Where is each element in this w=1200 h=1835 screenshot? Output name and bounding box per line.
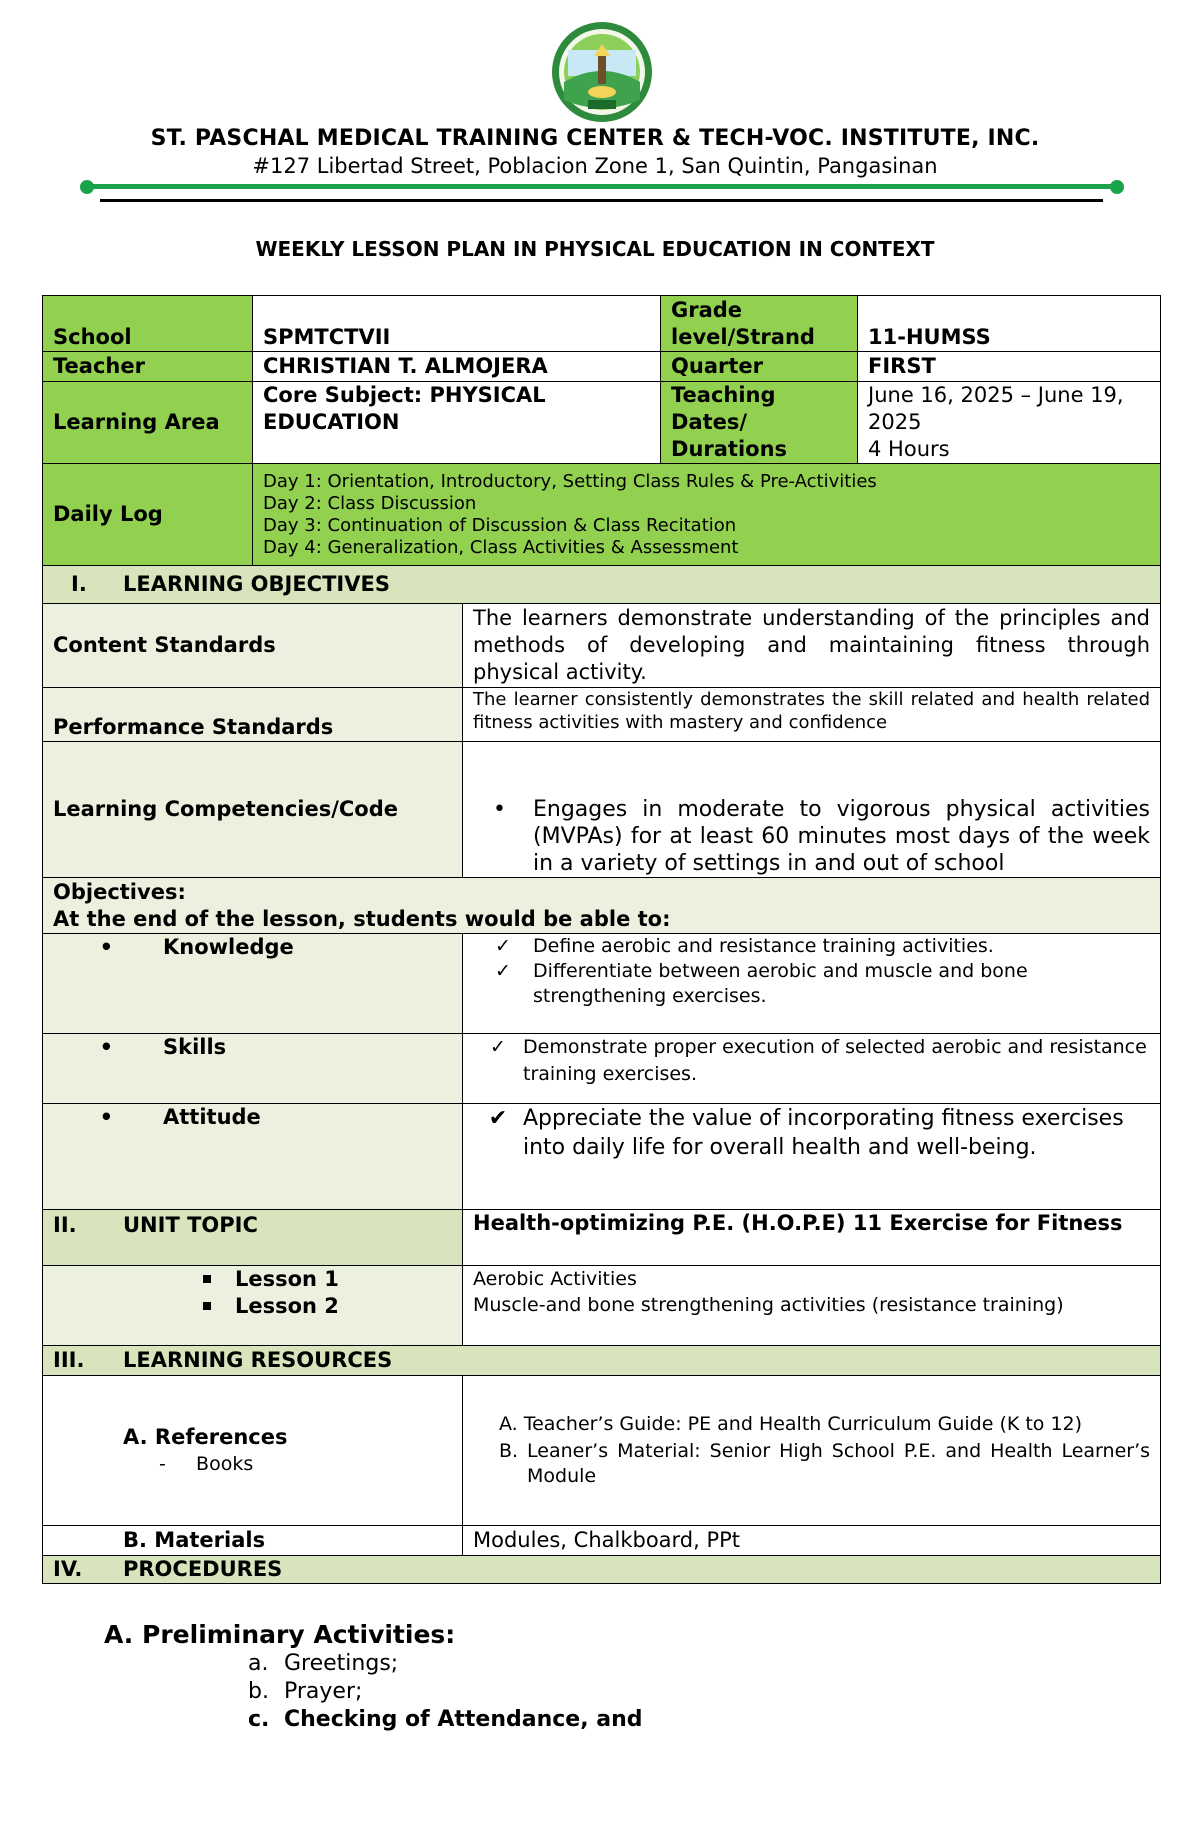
knowledge-item-2: Differentiate between aerobic and muscle and bone strengthening exercises. xyxy=(533,960,1028,1007)
institution-name: ST. PASCHAL MEDICAL TRAINING CENTER & TECH-VOC. INSTITUTE, INC. xyxy=(150,126,1040,151)
rule-dot-right xyxy=(1110,180,1124,194)
school-seal-logo xyxy=(550,20,654,124)
school-value: SPMTCTVII xyxy=(253,296,661,352)
books-label: - Books xyxy=(159,1452,254,1475)
content-standards-label: Content Standards xyxy=(43,604,463,688)
header-rule-black xyxy=(100,199,1103,202)
daily-log-row xyxy=(43,464,1161,566)
lesson-2-value: Muscle-and bone strengthening activities (resistance training) xyxy=(473,1294,1064,1316)
check-icon: ✔ xyxy=(488,1106,508,1131)
quarter-value: FIRST xyxy=(858,352,1161,382)
performance-standards-text: The learner consistently demonstrates the skill related and health related fitness activities with mastery and confidence xyxy=(463,688,1161,742)
section-2-title: UNIT TOPIC xyxy=(123,1213,258,1237)
performance-standards-row xyxy=(43,688,1161,742)
procedure-text-c: Checking of Attendance, and xyxy=(284,1707,643,1732)
daily-log-label: Daily Log xyxy=(43,464,253,566)
performance-standards-label: Performance Standards xyxy=(43,688,463,742)
competencies-label: Learning Competencies/Code xyxy=(43,742,463,878)
section-1-title: LEARNING OBJECTIVES xyxy=(123,572,390,596)
reference-a: A. Teacher’s Guide: PE and Health Curriculum Guide (K to 12) xyxy=(499,1413,1083,1435)
quarter-label: Quarter xyxy=(661,352,858,382)
section-learning-objectives xyxy=(43,566,1161,604)
materials-row xyxy=(43,1526,1161,1556)
skills-item: Demonstrate proper execution of selected aerobic and resistance training exercises. xyxy=(523,1036,1147,1085)
attitude-bullet-icon: • xyxy=(99,1105,113,1129)
skills-label: Skills xyxy=(163,1035,227,1059)
knowledge-bullet-icon: • xyxy=(99,935,113,959)
dates-value: June 16, 2025 – June 19, 2025 xyxy=(868,383,1124,434)
knowledge-label: Knowledge xyxy=(163,935,294,959)
grade-label: Grade level/Strand xyxy=(661,296,858,352)
grade-value: 11-HUMSS xyxy=(858,296,1161,352)
section-learning-resources xyxy=(43,1346,1161,1376)
check-icon: ✓ xyxy=(495,960,511,982)
daily-log-day2: Day 2: Class Discussion xyxy=(263,492,477,514)
learning-area-row xyxy=(43,382,1161,464)
procedure-text-b: Prayer; xyxy=(284,1679,363,1704)
procedure-item xyxy=(248,1706,643,1734)
lesson-1-value: Aerobic Activities xyxy=(473,1268,637,1290)
competencies-text: Engages in moderate to vigorous physical activities (MVPAs) for at least 60 minutes most days of the week in a variety of settings in and out of school xyxy=(533,797,1151,876)
objectives-intro: At the end of the lesson, students would be able to: xyxy=(53,906,671,931)
knowledge-item-1: Define aerobic and resistance training activities. xyxy=(533,935,994,957)
lesson-1-label: Lesson 1 xyxy=(235,1267,339,1291)
square-bullet-icon xyxy=(203,1302,211,1310)
square-bullet-icon xyxy=(203,1275,211,1283)
lessons-row xyxy=(43,1266,1161,1346)
teacher-value: CHRISTIAN T. ALMOJERA xyxy=(253,352,661,382)
materials-value: Modules, Chalkboard, PPt xyxy=(463,1526,1161,1556)
section-3-title: LEARNING RESOURCES xyxy=(123,1348,393,1372)
document-title: WEEKLY LESSON PLAN IN PHYSICAL EDUCATION IN CONTEXT xyxy=(255,237,935,261)
content-standards-row xyxy=(43,604,1161,688)
section-2-number: II. xyxy=(53,1213,77,1237)
section-unit-topic xyxy=(43,1210,1161,1266)
competencies-row xyxy=(43,742,1161,878)
knowledge-row xyxy=(43,934,1161,1034)
check-icon: ✓ xyxy=(495,935,511,957)
unit-topic-title: Health-optimizing P.E. (H.O.P.E) 11 Exercise for Fitness xyxy=(463,1210,1161,1266)
daily-log-day3: Day 3: Continuation of Discussion & Class Recitation xyxy=(263,514,737,536)
teacher-row xyxy=(43,352,1161,382)
dates-cell xyxy=(858,382,1161,464)
competency-bullet-icon: • xyxy=(493,797,506,822)
teacher-label: Teacher xyxy=(43,352,253,382)
header-rule-green xyxy=(86,184,1118,189)
section-3-number: III. xyxy=(53,1348,85,1372)
procedure-letter-b: b. xyxy=(248,1679,269,1704)
daily-log-list xyxy=(253,464,1161,566)
school-label: School xyxy=(43,296,253,352)
learning-area-label: Learning Area xyxy=(43,382,253,464)
check-icon: ✓ xyxy=(490,1036,506,1058)
objectives-heading: Objectives: xyxy=(53,879,186,904)
content-standards-text: The learners demonstrate understanding of the principles and methods of developing and maintaining fitness through physical activity. xyxy=(463,604,1161,688)
institution-address: #127 Libertad Street, Poblacion Zone 1, San Quintin, Pangasinan xyxy=(252,154,938,178)
procedure-letter-a: a. xyxy=(248,1651,269,1676)
section-procedures xyxy=(43,1556,1161,1584)
school-row xyxy=(43,296,1161,352)
dates-label: Teaching Dates/ Durations xyxy=(661,382,858,464)
objectives-heading-row xyxy=(43,878,1161,934)
materials-label: B. Materials xyxy=(43,1526,463,1556)
attitude-label: Attitude xyxy=(163,1105,261,1129)
procedure-item xyxy=(248,1650,643,1678)
procedure-letter-c: c. xyxy=(248,1707,270,1732)
preliminary-activities-list xyxy=(248,1650,643,1734)
references-row xyxy=(43,1376,1161,1526)
skills-bullet-icon: • xyxy=(99,1035,113,1059)
daily-log-day1: Day 1: Orientation, Introductory, Setting Class Rules & Pre-Activities xyxy=(263,470,877,492)
section-4-number: IV. xyxy=(53,1557,83,1581)
learning-area-value: Core Subject: PHYSICAL EDUCATION xyxy=(253,382,661,464)
lesson-plan-table xyxy=(42,295,1161,1584)
reference-b: B. Leaner’s Material: Senior High School P.E. and Health Learner’s Module xyxy=(499,1440,1151,1487)
attitude-row xyxy=(43,1104,1161,1210)
procedure-item xyxy=(248,1678,643,1706)
section-1-number: I. xyxy=(71,572,87,596)
lesson-2-label: Lesson 2 xyxy=(235,1294,339,1318)
attitude-item: Appreciate the value of incorporating fitness exercises into daily life for overall health and well-being. xyxy=(523,1106,1124,1160)
procedure-text-a: Greetings; xyxy=(284,1651,399,1676)
hours-value: 4 Hours xyxy=(868,437,950,461)
references-label: A. References xyxy=(123,1424,288,1449)
daily-log-day4: Day 4: Generalization, Class Activities & Assessment xyxy=(263,536,739,558)
preliminary-activities-heading: A. Preliminary Activities: xyxy=(104,1620,456,1649)
section-4-title: PROCEDURES xyxy=(123,1557,283,1581)
skills-row xyxy=(43,1034,1161,1104)
